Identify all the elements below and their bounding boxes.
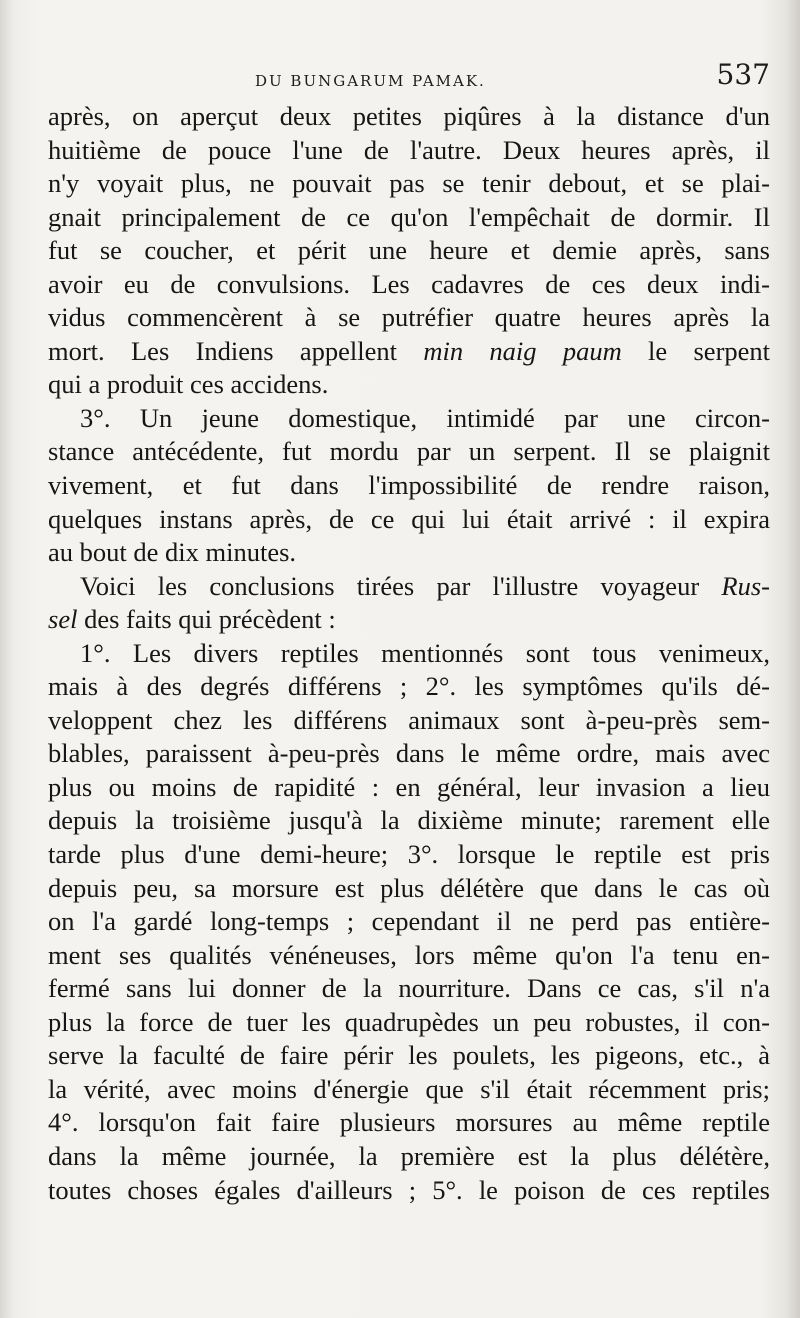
text-line: [48, 1174, 770, 1208]
text-line: [48, 1006, 770, 1040]
text-run: mort. Les Indiens appellent: [48, 335, 424, 366]
text-run: vivement, et fut dans l'impossibilité de rendre raison,: [48, 470, 770, 501]
text-run: après, on aperçut deux petites piqûres à la distance d'un: [48, 101, 770, 131]
text-run: serve la faculté de faire périr les poulets, les pigeons, etc., à: [48, 1040, 770, 1071]
text-run: Voici les conclusions tirées par l'illustre voyageur: [80, 570, 722, 601]
text-run: fut se coucher, et périt une heure et demie après, sans: [48, 235, 770, 266]
text-line: [48, 737, 770, 771]
text-line: [48, 804, 770, 838]
text-line: [48, 469, 770, 503]
text-run: 4°. lorsqu'on fait faire plusieurs morsures au même reptile: [48, 1107, 770, 1138]
text-run: blables, paraissent à-peu-près dans le même ordre, mais avec: [48, 738, 770, 769]
text-run: dans la même journée, la première est la plus délétère,: [48, 1140, 770, 1171]
text-line: [48, 268, 770, 302]
text-line: [48, 201, 770, 235]
text-run: gnait principalement de ce qu'on l'empêchait de dormir. Il: [48, 201, 770, 232]
text-run: mais à des degrés différens ; 2°. les symptômes qu'ils dé-: [48, 671, 770, 702]
text-line: [48, 100, 770, 134]
text-line: [48, 368, 770, 402]
text-line: [48, 939, 770, 973]
text-line: [48, 570, 770, 604]
page-header: [48, 58, 770, 98]
text-line: [48, 905, 770, 939]
text-run: depuis peu, sa morsure est plus délétère que dans le cas où: [48, 872, 770, 903]
text-run: qui a produit ces accidens.: [48, 369, 329, 400]
text-line: [48, 972, 770, 1006]
text-line: [48, 503, 770, 537]
text-run: toutes choses égales d'ailleurs ; 5°. le poison de ces reptiles: [48, 1174, 770, 1205]
text-run: stance antécédente, fut mordu par un serpent. Il se plaignit: [48, 436, 770, 467]
text-run: plus ou moins de rapidité : en général, leur invasion a lieu: [48, 771, 770, 802]
text-run: huitième de pouce l'une de l'autre. Deux heures après, il: [48, 134, 770, 165]
text-run: tarde plus d'une demi-heure; 3°. lorsque le reptile est pris: [48, 839, 770, 870]
text-line: [48, 1073, 770, 1107]
text-line: [48, 1106, 770, 1140]
italic-run: sel: [48, 604, 78, 635]
text-line: [48, 167, 770, 201]
text-run: on l'a gardé long-temps ; cependant il ne perd pas entière-: [48, 906, 770, 937]
text-line: [48, 637, 770, 671]
text-run: depuis la troisième jusqu'à la dixième minute; rarement elle: [48, 805, 770, 836]
text-line: [48, 1140, 770, 1174]
text-run: veloppent chez les différens animaux sont à-peu-près sem-: [48, 704, 770, 735]
text-line: [48, 335, 770, 369]
text-run: au bout de dix minutes.: [48, 537, 297, 568]
text-run: 1°. Les divers reptiles mentionnés sont tous venimeux,: [80, 637, 770, 668]
text-line: [48, 301, 770, 335]
text-line: [48, 771, 770, 805]
text-line: [48, 872, 770, 906]
text-run: vidus commencèrent à se putréfier quatre heures après la: [48, 302, 770, 333]
text-run: 3°. Un jeune domestique, intimidé par une circon-: [80, 402, 770, 433]
text-line: [48, 435, 770, 469]
text-line: [48, 838, 770, 872]
body-text: [48, 100, 770, 1207]
text-line: [48, 704, 770, 738]
text-line: [48, 536, 770, 570]
italic-run: min naig paum: [423, 335, 622, 366]
running-head: DU BUNGARUM PAMAK.: [255, 72, 486, 90]
text-line: [48, 1039, 770, 1073]
text-run: n'y voyait plus, ne pouvait pas se tenir debout, et se plai-: [48, 168, 770, 199]
text-line: [48, 134, 770, 168]
text-run: ment ses qualités vénéneuses, lors même qu'on l'a tenu en-: [48, 939, 770, 970]
text-line: [48, 670, 770, 704]
text-line: [48, 234, 770, 268]
text-line: [48, 603, 770, 637]
italic-run: Rus-: [721, 570, 770, 601]
text-run: la vérité, avec moins d'énergie que s'il était récemment pris;: [48, 1073, 770, 1104]
text-line: [48, 402, 770, 436]
text-run: avoir eu de convulsions. Les cadavres de ces deux indi-: [48, 268, 770, 299]
text-run: quelques instans après, de ce qui lui était arrivé : il expira: [48, 503, 770, 534]
text-run: plus la force de tuer les quadrupèdes un peu robustes, il con-: [48, 1006, 770, 1037]
page-number: 537: [716, 58, 770, 91]
text-run: des faits qui précèdent :: [77, 604, 336, 635]
text-run: fermé sans lui donner de la nourriture. Dans ce cas, s'il n'a: [48, 973, 770, 1004]
text-run: le serpent: [621, 335, 770, 366]
